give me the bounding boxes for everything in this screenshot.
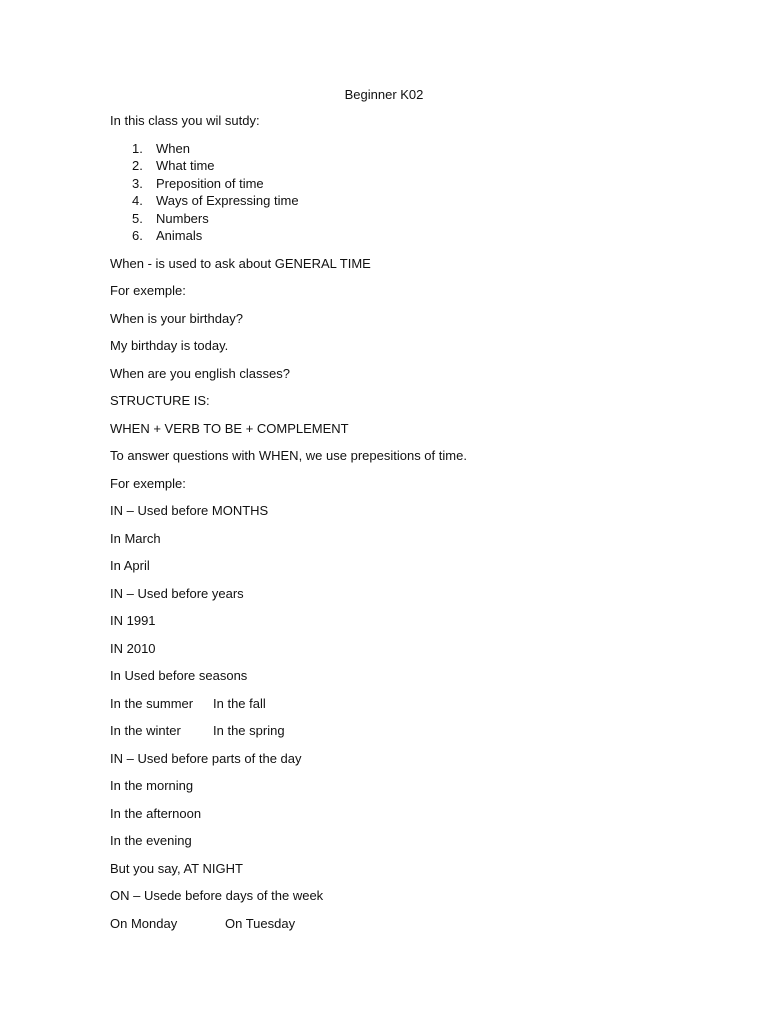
- list-item: [110, 157, 670, 175]
- season-right: In the spring: [213, 723, 285, 739]
- paragraph: IN 1991: [110, 613, 156, 629]
- season-right: In the fall: [213, 695, 266, 711]
- paragraph: To answer questions with WHEN, we use prepesitions of time.: [110, 448, 467, 464]
- paragraph: In the afternoon: [110, 805, 202, 821]
- paragraph: In April: [110, 558, 150, 574]
- paragraph: When - is used to ask about GENERAL TIME: [110, 255, 371, 271]
- paragraph: When are you english classes?: [110, 365, 290, 381]
- list-item: [110, 210, 670, 228]
- paragraph: In Used before seasons: [110, 668, 248, 684]
- list-item-text: Preposition of time: [156, 175, 264, 191]
- paragraph: In the morning: [110, 778, 194, 794]
- list-number: 6.: [132, 228, 143, 244]
- paragraph: IN – Used before parts of the day: [110, 750, 302, 766]
- paragraph: IN 2010: [110, 640, 156, 656]
- topics-list: [110, 140, 670, 246]
- day-left: On Monday: [110, 915, 178, 931]
- paragraph: IN – Used before years: [110, 585, 244, 601]
- paragraph: But you say, AT NIGHT: [110, 860, 243, 876]
- list-item-text: When: [156, 140, 190, 156]
- seasons-row: [110, 695, 670, 713]
- list-item-text: What time: [156, 158, 215, 174]
- intro-text: In this class you wil sutdy:: [110, 113, 260, 128]
- list-number: 4.: [132, 193, 143, 209]
- paragraph: When is your birthday?: [110, 310, 243, 326]
- paragraph: IN – Used before MONTHS: [110, 503, 269, 519]
- document-body: [110, 112, 670, 942]
- document-title: Beginner K02: [344, 87, 424, 102]
- list-number: 2.: [132, 158, 143, 174]
- season-left: In the summer: [110, 695, 194, 711]
- list-number: 3.: [132, 175, 143, 191]
- day-right: On Tuesday: [225, 915, 296, 931]
- paragraph: STRUCTURE IS:: [110, 393, 210, 409]
- list-item-text: Animals: [156, 228, 203, 244]
- season-left: In the winter: [110, 723, 181, 739]
- list-item: [110, 192, 670, 210]
- paragraph: ON – Usede before days of the week: [110, 888, 324, 904]
- list-item: [110, 175, 670, 193]
- list-item-text: Numbers: [156, 210, 209, 226]
- paragraph: For exemple:: [110, 283, 186, 299]
- list-item-text: Ways of Expressing time: [156, 193, 299, 209]
- paragraph: For exemple:: [110, 475, 186, 491]
- paragraph: My birthday is today.: [110, 338, 229, 354]
- days-row: [110, 915, 670, 933]
- list-number: 1.: [132, 140, 143, 156]
- seasons-row: [110, 722, 670, 740]
- list-item: [110, 140, 670, 158]
- paragraph: In March: [110, 530, 161, 546]
- list-item: [110, 227, 670, 245]
- paragraph: In the evening: [110, 833, 192, 849]
- list-number: 5.: [132, 210, 143, 226]
- paragraph: WHEN + VERB TO BE + COMPLEMENT: [110, 420, 349, 436]
